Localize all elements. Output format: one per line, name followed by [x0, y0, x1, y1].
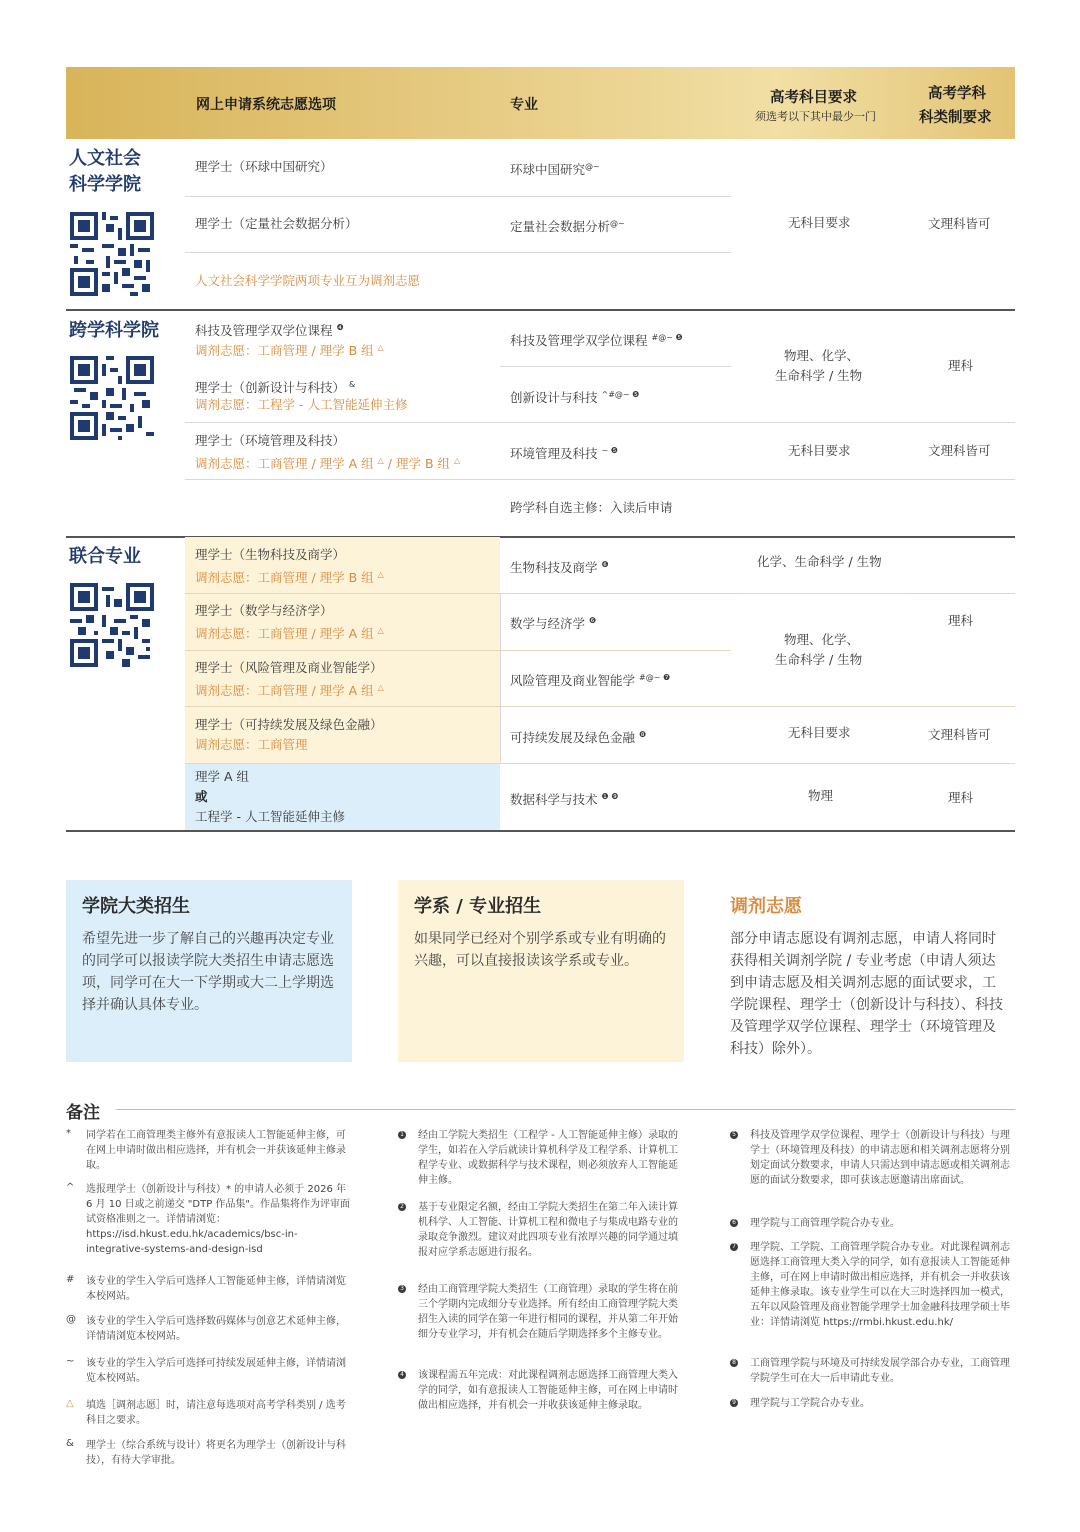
isd-type-req-2: 文理科皆可: [928, 443, 991, 458]
joint-option-4: 理学士（可持续发展及绿色金融）: [195, 717, 383, 732]
joint-qr-code: [70, 583, 154, 667]
isd-major-3: 环境管理及科技 $^{\sim ❺}$: [510, 446, 618, 462]
note-text: 该专业的学生入学后可选择数码媒体与创意艺术延伸主修，详情请浏览本校网站。: [86, 1316, 346, 1342]
isd-option-2: 理学士（创新设计与科技） &: [195, 380, 356, 396]
info-box-adjustment-title: 调剂志愿: [730, 896, 802, 917]
isd-subject-req-1b: 生命科学 / 生物: [775, 368, 863, 383]
joint-subject-req-4: 物理: [808, 788, 834, 803]
joint-type-req-2: 文理科皆可: [928, 727, 991, 742]
isd-major-2: 创新设计与科技 $^{\^{}\#@\sim ❺}$: [510, 390, 640, 406]
joint-major-5: 数据科学与技术 $^{❶ ❾}$: [510, 792, 619, 808]
header-options: 网上申请系统志愿选项: [196, 97, 336, 113]
isd-subject-req-2: 无科目要求: [788, 443, 851, 458]
joint-option-2: 理学士（数学与经济学）: [195, 603, 333, 618]
joint-title: 联合专业: [69, 546, 141, 567]
hss-type-req: 文理科皆可: [928, 216, 991, 231]
note-marker: #: [66, 1274, 75, 1285]
joint-option-1-adjust: 调剂志愿：工商管理 / 理学 B 组 △: [195, 570, 384, 586]
isd-option-3: 理学士（环境管理及科技）: [195, 433, 346, 448]
note-marker: 3: [398, 1285, 406, 1293]
note-text: 理学院与工商管理学院合办专业。: [750, 1218, 900, 1229]
header-type-l1: 高考学科: [928, 86, 986, 102]
info-box-adjustment-text: 部分申请志愿设有调剂志愿，申请人将同时获得相关调剂学院 / 专业考虑（申请人须达到申请志愿及相关调剂志愿的面试要求，工学院课程、理学士（创新设计与科技）、科技及管理学双学位课程、理学士（环境管理及科技）除外）。: [730, 931, 1003, 1057]
joint-option-1: 理学士（生物科技及商学）: [195, 547, 346, 562]
joint-type-req-1: 理科: [948, 613, 974, 628]
note-marker: 6: [730, 1219, 738, 1227]
joint-option-5b: 或: [195, 789, 208, 804]
note-marker: 8: [730, 1359, 738, 1367]
hss-title: 人文社会 科学学院: [69, 148, 141, 195]
note-marker: @: [66, 1314, 76, 1325]
info-box-faculty-title: 学院大类招生: [82, 896, 190, 917]
isd-major-1: 科技及管理学双学位课程 $^{\#@\sim ❺}$: [510, 333, 683, 349]
isd-option-2-adjust: 调剂志愿：工程学 - 人工智能延伸主修: [195, 397, 408, 412]
hss-option-2: 理学士（定量社会数据分析）: [195, 216, 358, 231]
note-marker: ^: [66, 1182, 75, 1193]
isd-major-4: 跨学科自选主修：入读后申请: [510, 500, 673, 515]
isd-option-3-adjust: 调剂志愿：工商管理 / 理学 A 组 △ / 理学 B 组 △: [195, 456, 461, 472]
note-text: 选报理学士（创新设计与科技）* 的申请人必须于 2026 年 6 月 10 日或之前递交 "DTP 作品集"。作品集将作为评审面试资格准则之一。详情请浏览：https://isd.hkust.edu.hk/academics/bsc-in-integrative-systems-and-design-isd: [86, 1184, 351, 1255]
note-text: 填选［调剂志愿］时，请注意每选项对高考学科类别 / 选考科目之要求。: [86, 1400, 346, 1426]
hss-subject-req: 无科目要求: [788, 215, 851, 230]
isd-option-1: 科技及管理学双学位课程 $^❹$: [195, 323, 344, 339]
joint-option-2-adjust: 调剂志愿：工商管理 / 理学 A 组 △: [195, 626, 384, 642]
note-text: 基于专业限定名额，经由工学院大类招生在第二年入读计算机科学、人工智能、计算机工程和微电子与集成电路专业的录取竞争激烈。建议对此四项专业有浓厚兴趣的同学通过填报对应学系志愿进行报名。: [418, 1202, 678, 1258]
joint-subject-req-2: 物理、化学、: [784, 632, 860, 647]
joint-subject-req-1: 化学、生命科学 / 生物: [757, 554, 882, 569]
isd-option-1-adjust: 调剂志愿：工商管理 / 理学 B 组 △: [195, 343, 384, 359]
info-box-faculty-text: 希望先进一步了解自己的兴趣再决定专业的同学可以报读学院大类招生申请志愿选项，同学可在大一下学期或大二上学期选择并确认具体专业。: [82, 931, 334, 1013]
hss-adjust-note: 人文社会科学学院两项专业互为调剂志愿: [195, 273, 421, 288]
joint-major-3: 风险管理及商业智能学 $^{\#@\sim ❼}$: [510, 673, 671, 689]
table-header: [66, 67, 1015, 139]
note-marker: 4: [398, 1371, 406, 1379]
note-marker: △: [66, 1398, 74, 1409]
note-text: 理学院与工学院合办专业。: [750, 1398, 870, 1409]
joint-option-5a: 理学 A 组: [195, 769, 249, 784]
isd-title: 跨学科学院: [69, 320, 159, 341]
hss-major-2: 定量社会数据分析@~: [510, 219, 625, 235]
note-text: 理学院、工学院、工商管理学院合办专业。对此课程调剂志愿选择工商管理大类入学的同学，如有意报读人工智能延伸主修，可在网上申请时做出相应选择，并有机会一并收获该延伸主修录取。该专业学生可以在大三时选择四加一模式，五年以风险管理及商业智能学理学士加金融科技理学硕士毕业：详情请浏览 https://rmbi.hkust.edu.hk/: [750, 1242, 1010, 1328]
note-text: 工商管理学院与环境及可持续发展学部合办专业，工商管理学院学生可在大一后申请此专业。: [750, 1358, 1010, 1384]
note-text: 该课程需五年完成：对此课程调剂志愿选择工商管理大类入学的同学，如有意报读人工智能延伸主修，可在网上申请时做出相应选择，并有机会一并收获该延伸主修录取。: [418, 1370, 678, 1411]
header-subject-req: 高考科目要求: [770, 90, 857, 106]
note-text: 经由工学院大类招生（工程学 - 人工智能延伸主修）录取的学生，如若在入学后就读计算机科学及工程学系、计算机工程学专业、或数据科学与技术课程，则必须放弃人工智能延伸主修。: [418, 1130, 678, 1186]
header-major: 专业: [510, 97, 538, 113]
note-text: 该专业的学生入学后可选择人工智能延伸主修，详情请浏览本校网站。: [86, 1276, 346, 1302]
hss-option-1: 理学士（环球中国研究）: [195, 159, 333, 174]
note-marker: 7: [730, 1243, 738, 1251]
header-subject-sub: 须选考以下其中最少一门: [755, 110, 876, 123]
note-text: 经由工商管理学院大类招生（工商管理）录取的学生将在前三个学期内完成细分专业选择。所有经由工商管理学院大类招生入读的同学在第一年进行相同的课程，并从第二年开始细分专业学习，并有机会在随后学期选择多个主修专业。: [418, 1284, 678, 1340]
isd-subject-req-1: 物理、化学、: [784, 348, 860, 363]
isd-qr-code: [70, 356, 154, 440]
note-text: 该专业的学生入学后可选择可持续发展延伸主修，详情请浏览本校网站。: [86, 1358, 346, 1384]
isd-type-req-1: 理科: [948, 358, 974, 373]
note-marker: *: [66, 1128, 71, 1139]
joint-option-5c: 工程学 - 人工智能延伸主修: [195, 809, 345, 824]
joint-major-2: 数学与经济学 $^❻$: [510, 616, 597, 632]
joint-major-4: 可持续发展及绿色金融 $^❽$: [510, 730, 647, 746]
joint-subject-req-3: 无科目要求: [788, 725, 851, 740]
note-marker: ~: [66, 1356, 75, 1367]
joint-option-4-adjust: 调剂志愿：工商管理: [195, 737, 308, 752]
note-marker: &: [66, 1438, 74, 1449]
joint-type-req-3: 理科: [948, 790, 974, 805]
info-box-department-title: 学系 / 专业招生: [414, 896, 542, 917]
note-marker: 2: [398, 1203, 406, 1211]
note-marker: 1: [398, 1131, 406, 1139]
note-text: 同学若在工商管理类主修外有意报读人工智能延伸主修，可在网上申请时做出相应选择，并有机会一并获该延伸主修录取。: [86, 1130, 346, 1171]
header-type-l2: 科类制要求: [919, 110, 992, 126]
note-text: 科技及管理学双学位课程、理学士（创新设计与科技）与理学士（环境管理及科技）的申请志愿和相关调剂志愿将分别划定面试分数要求，申请人只需达到申请志愿或相关调剂志愿的面试分数要求，即可获该志愿邀请出席面试。: [750, 1130, 1010, 1186]
note-text: 理学士（综合系统与设计）将更名为理学士（创新设计与科技），有待大学审批。: [86, 1440, 346, 1466]
info-box-department-text: 如果同学已经对个别学系或专业有明确的兴趣，可以直接报读该学系或专业。: [414, 931, 666, 969]
note-marker: 9: [730, 1399, 738, 1407]
joint-option-3: 理学士（风险管理及商业智能学）: [195, 660, 383, 675]
notes-title: 备注: [66, 1103, 100, 1123]
joint-subject-req-2b: 生命科学 / 生物: [775, 652, 863, 667]
joint-option-3-adjust: 调剂志愿：工商管理 / 理学 A 组 △: [195, 683, 384, 699]
info-box-department: [398, 880, 684, 1062]
joint-major-1: 生物科技及商学 $^❻$: [510, 560, 609, 576]
note-marker: 5: [730, 1131, 738, 1139]
info-box-adjustment: [714, 880, 1024, 1062]
hss-qr-code: [70, 212, 154, 296]
hss-major-1: 环球中国研究@~: [510, 162, 600, 178]
info-box-faculty: [66, 880, 352, 1062]
